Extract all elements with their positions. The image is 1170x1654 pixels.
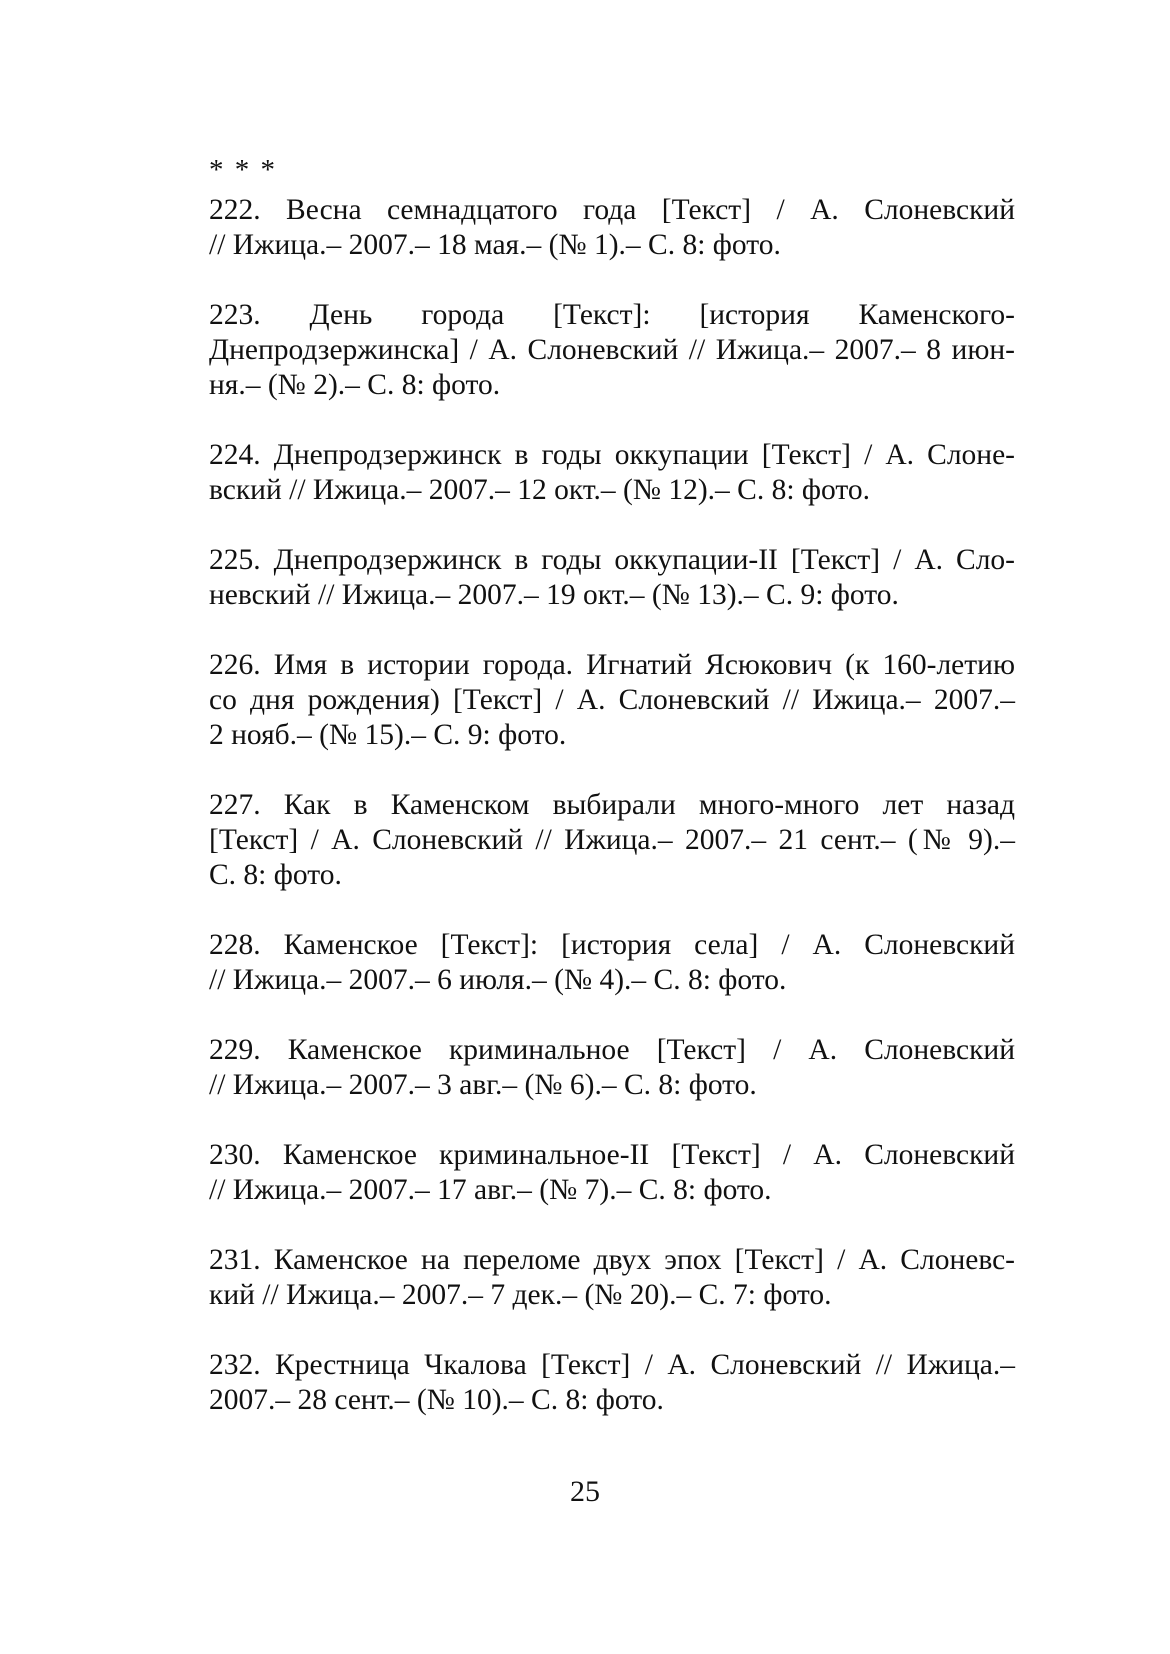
bibliography-entry-230 xyxy=(209,1138,1015,1208)
section-separator: * * * xyxy=(209,154,277,186)
bibliography-entry-229 xyxy=(209,1033,1015,1103)
entry-line: // Ижица.– 2007.– 17 авг.– (№ 7).– С. 8: фото. xyxy=(209,1174,772,1206)
bibliography-entry-228 xyxy=(209,928,1015,998)
bibliography-entry-231 xyxy=(209,1243,1015,1313)
entry-line: 226. Имя в истории города. Игнатий Ясюкович (к 160-летию xyxy=(209,649,1015,681)
bibliography-entry-223 xyxy=(209,298,1015,403)
bibliography-entry-227 xyxy=(209,788,1015,893)
entry-line: Днепродзержинска] / А. Слоневский // Ижица.– 2007.– 8 июн- xyxy=(209,334,1015,366)
entry-line: С. 8: фото. xyxy=(209,859,342,891)
entry-line: // Ижица.– 2007.– 18 мая.– (№ 1).– С. 8: фото. xyxy=(209,229,781,261)
entry-line: кий // Ижица.– 2007.– 7 дек.– (№ 20).– С. 7: фото. xyxy=(209,1279,832,1311)
entry-line: 2007.– 28 сент.– (№ 10).– С. 8: фото. xyxy=(209,1384,664,1416)
bibliography-entry-226 xyxy=(209,648,1015,753)
entry-line: // Ижица.– 2007.– 6 июля.– (№ 4).– С. 8: фото. xyxy=(209,964,787,996)
entry-line: вский // Ижица.– 2007.– 12 окт.– (№ 12).– С. 8: фото. xyxy=(209,474,871,506)
entry-line: 223. День города [Текст]: [история Каменского- xyxy=(209,299,1015,331)
entry-line: со дня рождения) [Текст] / А. Слоневский // Ижица.– 2007.– xyxy=(209,684,1015,716)
entry-line: 229. Каменское криминальное [Текст] / А. Слоневский xyxy=(209,1034,1015,1066)
bibliography-entry-225 xyxy=(209,543,1015,613)
entry-line: 224. Днепродзержинск в годы оккупации [Текст] / А. Слоне- xyxy=(209,439,1015,471)
entry-line: 227. Как в Каменском выбирали много-много лет назад xyxy=(209,789,1015,821)
entry-line: 230. Каменское криминальное-II [Текст] / А. Слоневский xyxy=(209,1139,1015,1171)
page-number: 25 xyxy=(570,1475,600,1508)
bibliography-entry-224 xyxy=(209,438,1015,508)
entry-line: невский // Ижица.– 2007.– 19 окт.– (№ 13).– С. 9: фото. xyxy=(209,579,899,611)
entry-line: 231. Каменское на переломе двух эпох [Текст] / А. Слоневс- xyxy=(209,1244,1015,1276)
entry-line: ня.– (№ 2).– С. 8: фото. xyxy=(209,369,501,401)
bibliography-list xyxy=(209,193,1015,1453)
entry-line: // Ижица.– 2007.– 3 авг.– (№ 6).– С. 8: фото. xyxy=(209,1069,757,1101)
entry-line: 225. Днепродзержинск в годы оккупации-II [Текст] / А. Сло- xyxy=(209,544,1015,576)
entry-line: 232. Крестница Чкалова [Текст] / А. Слоневский // Ижица.– xyxy=(209,1349,1015,1381)
bibliography-entry-222 xyxy=(209,193,1015,263)
bibliography-entry-232 xyxy=(209,1348,1015,1418)
entry-line: 222. Весна семнадцатого года [Текст] / А. Слоневский xyxy=(209,194,1015,226)
entry-line: 228. Каменское [Текст]: [история села] / А. Слоневский xyxy=(209,929,1015,961)
entry-line: 2 нояб.– (№ 15).– С. 9: фото. xyxy=(209,719,567,751)
entry-line: [Текст] / А. Слоневский // Ижица.– 2007.– 21 сент.– (№ 9).– xyxy=(209,824,1015,856)
